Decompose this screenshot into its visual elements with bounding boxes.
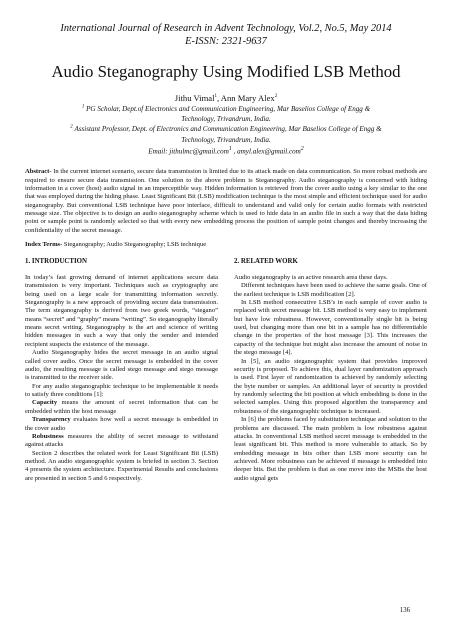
paragraph-transparency	[25, 416, 218, 433]
definition-robustness: measures the ability of secret message to withstand against attacks	[25, 432, 218, 449]
paragraph: In [6] the problems faced by substitution technique and solution to the problems are discussed. The main problem is low robustness against attacks. In conventional LSB method secret message is embedded in the least significant bit. This method is more vulnerable to attack. So by embedding message in bits other than LSB more security can be achieved. More robustness can be achieved if message is embedded into deeper bits. But the problem is that as one move into the MSBs the host audio signal gets	[234, 416, 427, 482]
abstract-text: In the current internet scenario, secure data transmission is limited due to its attack made on data communication. So more robust methods are required to ensure secure data transmission. One solution to the above problem is Steganography. Audio steganography is concerned with hiding information in a cover (host) audio signal in an imperceptible way. Hidden information is retrieved from the cover audio using a key similar to the one that was employed during the hiding phase. Least Significant Bit (LSB) modification technique is the most simple and efficient technique used for audio steganography. But conventional LSB technique have poor interface, difficult to understand and valid only for certain audio formats with restricted message size. The objective is to design an audio steganography scheme which is used to hide data in an audio file in such a way that the data hiding point or sample point is randomly selected so that with every new embedding process the position of sample point changes and thereby increasing the confidentiality of the secret message.	[25, 168, 427, 234]
page-number: 136	[399, 607, 410, 614]
author-1: Jithu Vimal	[174, 93, 215, 103]
index-terms-label: Index Terms-	[25, 241, 63, 249]
email-2-marker: 2	[300, 145, 304, 152]
paragraph: In LSB method consecutive LSB’s in each sample of cover audio is replaced with secret message bit. LSB method is very easy to implement but have low robustness. However, conventionally single bit is being used, but changing more than one bit in a sample has no differentiable change in the properties of the host message [3]. This increases the capacity of the technique but might also increase the amount of noise in the stego message [4].	[234, 298, 427, 357]
paragraph: Different techniques have been used to achieve the same goals. One of the earliest technique is LSB modification [2].	[234, 282, 427, 298]
paragraph: In today’s fast growing demand of internet applications secure data transmission is very important. Techniques such as cryptography are being used on a large scale for transmitting information secretly. Steganography is a new approach of providing secure data transmission. The term steganography is derived from two greek words, “stegano” means “secret” and “graphy” means “writing”. So steganography literally means secret writing. Steganography is the art and science of writing hidden messages in such a way that only the sender and intended recipient suspects the existence of the message.	[25, 273, 218, 348]
author-line	[25, 93, 427, 104]
author-2-marker: 2	[274, 94, 278, 100]
section-heading-related-work: 2. RELATED WORK	[234, 258, 298, 266]
author-2: , Ann Mary Alex	[216, 93, 275, 103]
paragraph: Section 2 describes the related work for Least Significant Bit (LSB) method. An audio steganographic system is briefed in section 3. Section 4 presents the system architecture. Experimental Results and conclusions are presented in section 5 and 6 respectively.	[25, 449, 218, 482]
affiliation-1	[25, 105, 427, 114]
paragraph: Audio Steganography hides the secret message in an audio signal called cover audio. Once the secret message is embedded in the cover audio, the resulting message is called stego message and stego message is transmitted to the receiver side.	[25, 349, 218, 382]
abstract	[25, 168, 427, 235]
affiliation-2-text: Assistant Professor, Dept. of Electronics and Communication Engineering, Mar Baselios College of Engg &	[72, 125, 382, 134]
email-1-marker: 1	[228, 145, 232, 152]
index-terms-text: Steganography; Audio Steganography; LSB technique	[62, 241, 207, 249]
definition-capacity: means the amount of secret information that can be embedded within the host message	[25, 399, 218, 415]
paragraph: In [5], an audio steganographic system that provides improved security is proposed. To achieve this, dual layer randomization approach is used. First layer of randomization is achieved by randomly selecting the byte number or samples. An additional layer of security is provided by randomly selecting the bit position at which embedding is done in the selected samples. Using this proposed algorithm the transparency and robustness of the steganographic technique is increased.	[234, 357, 427, 415]
affiliation-2-marker: 2	[70, 125, 73, 131]
paragraph-robustness	[25, 433, 218, 450]
journal-header	[25, 22, 427, 48]
term-capacity: Capacity	[32, 399, 58, 407]
column-left	[25, 258, 218, 483]
journal-issn: E-ISSN: 2321-9637	[185, 36, 267, 47]
paper-title: Audio Steganography Using Modified LSB Method	[51, 62, 401, 81]
email-1: Email: jithulmc@gmail.com	[148, 147, 229, 156]
affiliation-1-marker: 1	[81, 104, 85, 110]
definition-transparency: evaluates how well a secret message is embedded in the cover audio	[25, 416, 218, 432]
paragraph: For any audio steganographic technique to be implementable it needs to satisfy three conditions [1]:	[25, 382, 218, 399]
affiliation-2-continued: Technology, Trivandrum, India.	[181, 135, 271, 144]
paragraph-capacity	[25, 399, 218, 416]
index-terms	[25, 241, 427, 249]
affiliation-1-text: PG Scholar, Dept.of Electronics and Communication Engineering, Mar Baselios College of Engg &	[84, 105, 371, 113]
author-1-marker: 1	[214, 94, 217, 100]
abstract-label: Abstract-	[25, 168, 52, 176]
body-columns	[25, 258, 427, 483]
paragraph: Audio steganography is an active research area these days.	[234, 273, 388, 281]
section-heading-introduction: 1. INTRODUCTION	[25, 258, 88, 266]
term-transparency: Transparency	[32, 416, 71, 424]
affiliation-1-continued: Technology, Trivandrum, India.	[181, 115, 271, 124]
journal-name: International Journal of Research in Advent Technology, Vol.2, No.5, May 2014	[60, 23, 392, 34]
affiliation-2	[25, 125, 427, 134]
term-robustness: Robustness	[32, 432, 64, 440]
column-right	[234, 258, 427, 483]
email-line	[25, 145, 427, 157]
email-2: , amyl.alex@gmail.com	[231, 147, 301, 156]
